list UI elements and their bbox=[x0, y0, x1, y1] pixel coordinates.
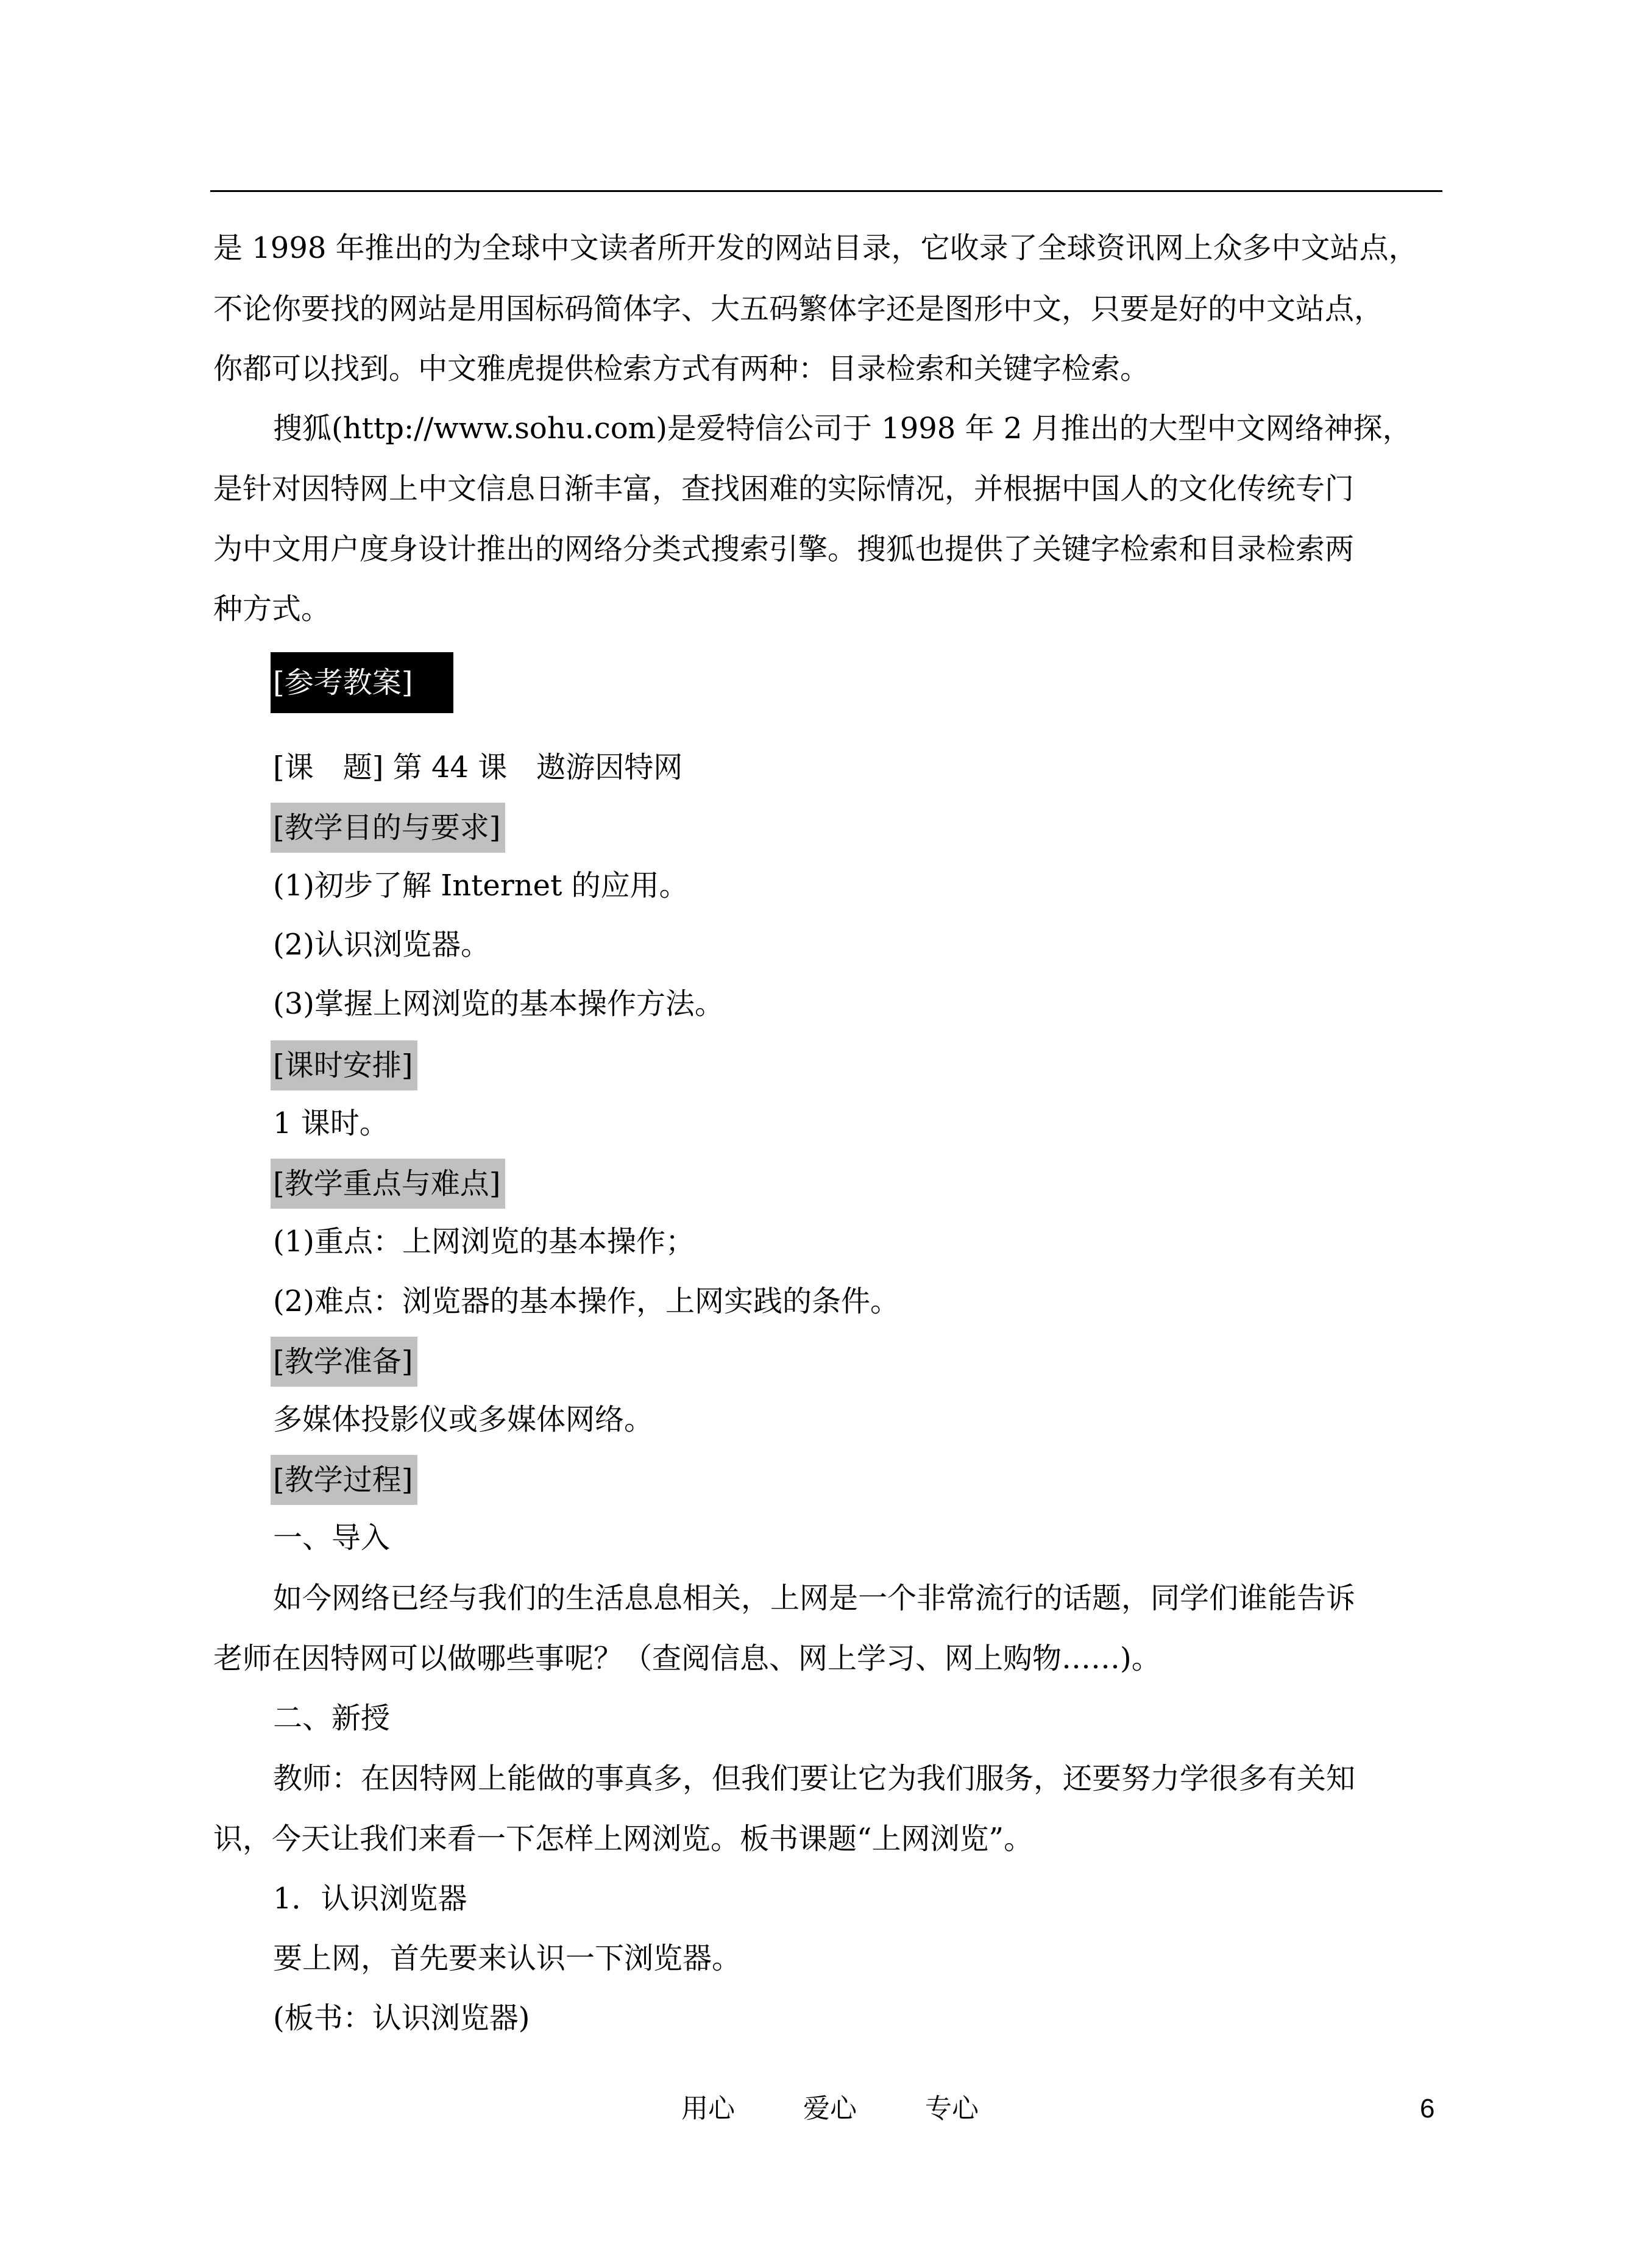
lesson-title: [课 题] 第 44 课 遨游因特网 bbox=[273, 750, 683, 784]
footer-motto-3: 专心 bbox=[925, 2093, 979, 2124]
intro-line-1: 是 1998 年推出的为全球中文读者所开发的网站目录，它收录了全球资讯网上众多中文站点， bbox=[213, 231, 1418, 265]
step1-text: 要上网，首先要来认识一下浏览器。 bbox=[273, 1941, 742, 1975]
step1-title: 1．认识浏览器 bbox=[273, 1882, 467, 1916]
goal-item-1: (1)初步了解 Internet 的应用。 bbox=[273, 869, 689, 903]
step1-note: (板书：认识浏览器) bbox=[273, 2001, 530, 2035]
process-new-title: 二、新授 bbox=[273, 1701, 391, 1735]
focus-item-1: (1)重点：上网浏览的基本操作； bbox=[273, 1225, 695, 1259]
process-heading: [教学过程] bbox=[271, 1455, 417, 1505]
process-intro-title: 一、导入 bbox=[273, 1521, 391, 1555]
footer-motto-1: 用心 bbox=[681, 2093, 735, 2124]
schedule-heading: [课时安排] bbox=[271, 1040, 417, 1090]
prep-heading: [教学准备] bbox=[271, 1337, 417, 1387]
intro-line-2: 不论你要找的网站是用国标码简体字、大五码繁体字还是图形中文，只要是好的中文站点， bbox=[213, 292, 1384, 326]
sohu-line-3: 为中文用户度身设计推出的网络分类式搜索引擎。搜狐也提供了关键字检索和目录检索两 bbox=[213, 532, 1355, 566]
intro-line-3: 你都可以找到。中文雅虎提供检索方式有两种：目录检索和关键字检索。 bbox=[213, 352, 1150, 386]
goal-item-2: (2)认识浏览器。 bbox=[273, 928, 490, 962]
process-intro-line-2: 老师在因特网可以做哪些事呢？（查阅信息、网上学习、网上购物……)。 bbox=[213, 1641, 1161, 1676]
focus-heading: [教学重点与难点] bbox=[271, 1159, 505, 1209]
sohu-line-2: 是针对因特网上中文信息日渐丰富，查找困难的实际情况，并根据中国人的文化传统专门 bbox=[213, 472, 1355, 506]
prep-text: 多媒体投影仪或多媒体网络。 bbox=[273, 1402, 654, 1437]
footer-motto-2: 爱心 bbox=[803, 2093, 857, 2124]
page-number: 6 bbox=[1420, 2094, 1435, 2124]
process-new-line-2: 识，今天让我们来看一下怎样上网浏览。板书课题“上网浏览”。 bbox=[213, 1822, 1034, 1856]
sohu-line-4: 种方式。 bbox=[213, 592, 331, 626]
goals-heading: [教学目的与要求] bbox=[271, 803, 505, 853]
header-rule bbox=[210, 190, 1442, 192]
sohu-line-1: 搜狐(http://www.sohu.com)是爱特信公司于 1998 年 2 月推出的大型中文网络神探， bbox=[273, 411, 1412, 446]
schedule-text: 1 课时。 bbox=[273, 1106, 389, 1140]
process-new-line-1: 教师：在因特网上能做的事真多，但我们要让它为我们服务，还要努力学很多有关知 bbox=[273, 1761, 1356, 1796]
focus-item-2: (2)难点：浏览器的基本操作，上网实践的条件。 bbox=[273, 1284, 899, 1318]
goal-item-3: (3)掌握上网浏览的基本操作方法。 bbox=[273, 987, 724, 1021]
reference-heading: [参考教案] bbox=[271, 652, 453, 713]
process-intro-line-1: 如今网络已经与我们的生活息息相关，上网是一个非常流行的话题，同学们谁能告诉 bbox=[273, 1581, 1356, 1615]
